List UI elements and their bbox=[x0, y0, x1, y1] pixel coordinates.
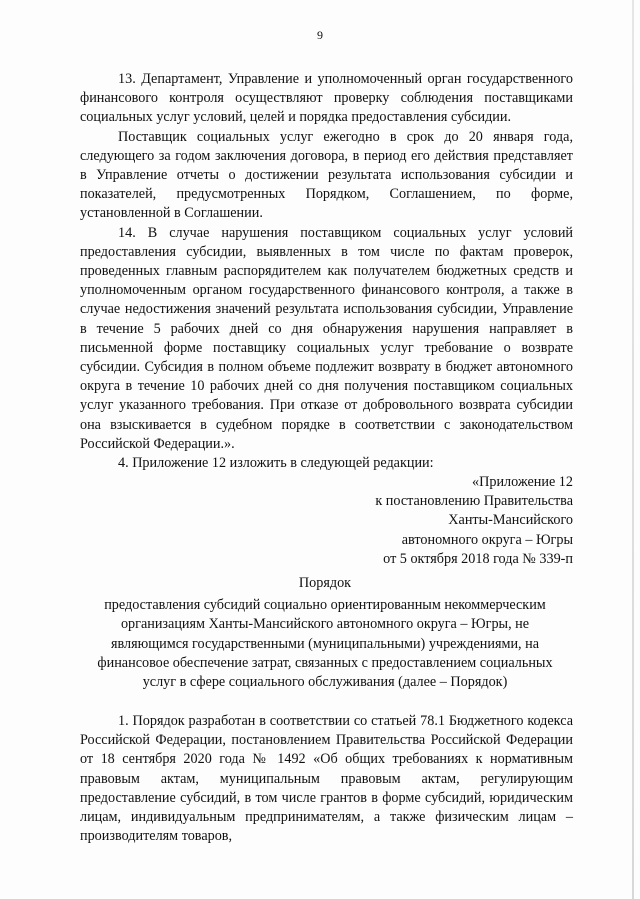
paragraph-14: 14. В случае нарушения поставщиком социальных услуг условий предоставления субсидии, выявленных в том числе по фактам проверок, проведенных главным распорядителем как получателем бюджетных средств и уполномоченным органом государственного финансового контроля, а также в случае недостижения значений результата использования субсидии, Управление в течение 5 рабочих дней со дня обнаружения нарушения направляет в письменной форме поставщику социальных услуг требование о возврате субсидии. Субсидия в полном объеме подлежит возврату в бюджет автономного округа в течение 10 рабочих дней со дня получения поставщиком социальных услуг указанного требования. При отказе от добровольного возврата субсидии она взыскивается в судебном порядке в соответствии с законодательством Российской Федерации.». bbox=[80, 224, 573, 452]
appendix-line: автономного округа – Югры bbox=[401, 531, 573, 548]
appendix-line: «Приложение 12 bbox=[472, 474, 573, 490]
document-heading bbox=[90, 574, 560, 692]
appendix-header bbox=[273, 473, 573, 569]
page-number: 9 bbox=[317, 28, 323, 42]
paragraph-1: 1. Порядок разработан в соответствии со статьей 78.1 Бюджетного кодекса Российской Федерации, постановлением Правительства Российской Федерации от 18 сентября 2020 года № 1492 «Об общих требованиях к нормативным правовым актам, муниципальным правовым актам, регулирующим предоставление субсидий, в том числе грантов в форме субсидий, юридическим лицам, индивидуальным предпринимателям, а также физическим лицам – производителям товаров, bbox=[80, 713, 573, 845]
paragraph-report: Поставщик социальных услуг ежегодно в срок до 20 января года, следующего за годом заключения договора, в период его действия представляет в Управление отчеты о достижении результата использования субсидии и показателей, предусмотренных Порядком, Соглашением, по форме, установленной в Соглашении. bbox=[80, 128, 573, 222]
scan-edge bbox=[632, 0, 634, 899]
appendix-line: Ханты-Мансийского bbox=[448, 512, 573, 529]
appendix-line: от 5 октября 2018 года № 339-п bbox=[383, 550, 573, 567]
document-body-continued bbox=[80, 712, 573, 846]
paragraph-13: 13. Департамент, Управление и уполномоченный орган государственного финансового контроля осуществляют проверку соблюдения поставщиками социальных услуг условий, целей и порядка предоставления субсидии. bbox=[80, 71, 573, 126]
paragraph-item-4: 4. Приложение 12 изложить в следующей редакции: bbox=[118, 455, 434, 472]
heading-title: Порядок bbox=[298, 575, 352, 591]
appendix-line: к постановлению Правительства bbox=[375, 493, 573, 510]
document-body bbox=[80, 70, 573, 473]
heading-subtitle: предоставления субсидий социально ориентированным некоммерческим организациям Ханты-Мансийского автономного округа – Югры, не являющимся государственными (муниципальными) учреждениями, на финансовое обеспечение затрат, связанных с предоставлением социальных услуг в сфере социального обслуживания (далее – Порядок) bbox=[97, 597, 553, 691]
